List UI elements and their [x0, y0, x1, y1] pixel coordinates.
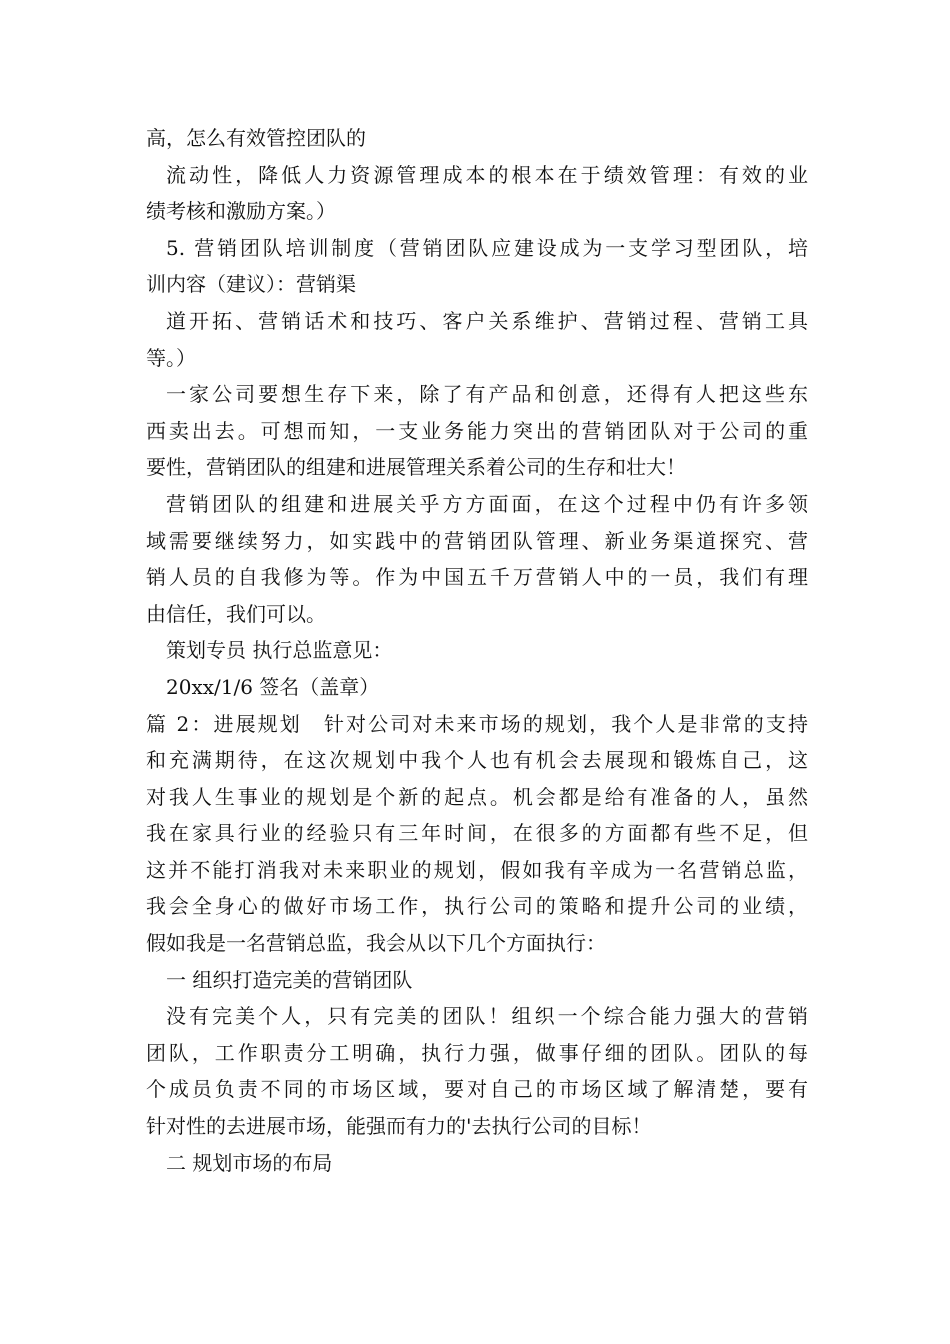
text-line: 要性，营销团队的组建和进展管理关系着公司的生存和壮大！ — [146, 455, 686, 480]
text-line: 西卖出去。可想而知，一支业务能力突出的营销团队对于公司的重 — [146, 418, 808, 443]
text-line: 20xx/1/6 签名（盖章） — [166, 674, 380, 699]
text-line: 没有完美个人，只有完美的团队！组织一个综合能力强大的营销 — [166, 1004, 808, 1029]
text-line: 我在家具行业的经验只有三年时间，在很多的方面都有些不足，但 — [146, 821, 808, 846]
text-line: 这并不能打消我对未来职业的规划，假如我有辛成为一名营销总监， — [146, 857, 808, 882]
text-line: 团队，工作职责分工明确，执行力强，做事仔细的团队。团队的每 — [146, 1040, 808, 1065]
text-line: 个成员负责不同的市场区域，要对自己的市场区域了解清楚，要有 — [146, 1077, 808, 1102]
text-line: 对我人生事业的规划是个新的起点。机会都是给有准备的人，虽然 — [146, 784, 808, 809]
text-line: 针对性的去进展市场，能强而有力的'去执行公司的目标！ — [146, 1114, 652, 1139]
text-line: 假如我是一名营销总监，我会从以下几个方面执行： — [146, 931, 606, 956]
text-line: 一家公司要想生存下来，除了有产品和创意，还得有人把这些东 — [166, 382, 808, 407]
text-line: 道开拓、营销话术和技巧、客户关系维护、营销过程、营销工具 — [166, 308, 808, 333]
text-line: 营销团队的组建和进展关乎方方面面，在这个过程中仍有许多领 — [166, 491, 808, 516]
text-line: 高，怎么有效管控团队的 — [146, 126, 366, 150]
text-line: 和充满期待，在这次规划中我个人也有机会去展现和锻炼自己，这 — [146, 748, 808, 773]
text-line: 销人员的自我修为等。作为中国五千万营销人中的一员，我们有理 — [146, 565, 808, 590]
text-line: 等。） — [146, 345, 196, 370]
text-line: 策划专员 执行总监意见： — [166, 638, 393, 663]
text-line: 训内容（建议）：营销渠 — [146, 272, 356, 297]
text-line: 由信任，我们可以。 — [146, 601, 326, 626]
text-line: 二 规划市场的布局 — [166, 1150, 333, 1175]
text-line: 域需要继续努力，如实践中的营销团队管理、新业务渠道探究、营 — [146, 528, 808, 553]
text-line: 一 组织打造完美的营销团队 — [166, 967, 413, 992]
text-line: 流动性，降低人力资源管理成本的根本在于绩效管理：有效的业 — [166, 162, 808, 187]
text-line: 我会全身心的做好市场工作，执行公司的策略和提升公司的业绩， — [146, 894, 808, 919]
document-body — [146, 120, 808, 1181]
text-line: 绩考核和激励方案。） — [146, 199, 336, 224]
text-line: 5. 营销团队培训制度（营销团队应建设成为一支学习型团队，培 — [166, 235, 808, 260]
text-line: 篇 2：进展规划 针对公司对未来市场的规划，我个人是非常的支持 — [146, 711, 808, 736]
